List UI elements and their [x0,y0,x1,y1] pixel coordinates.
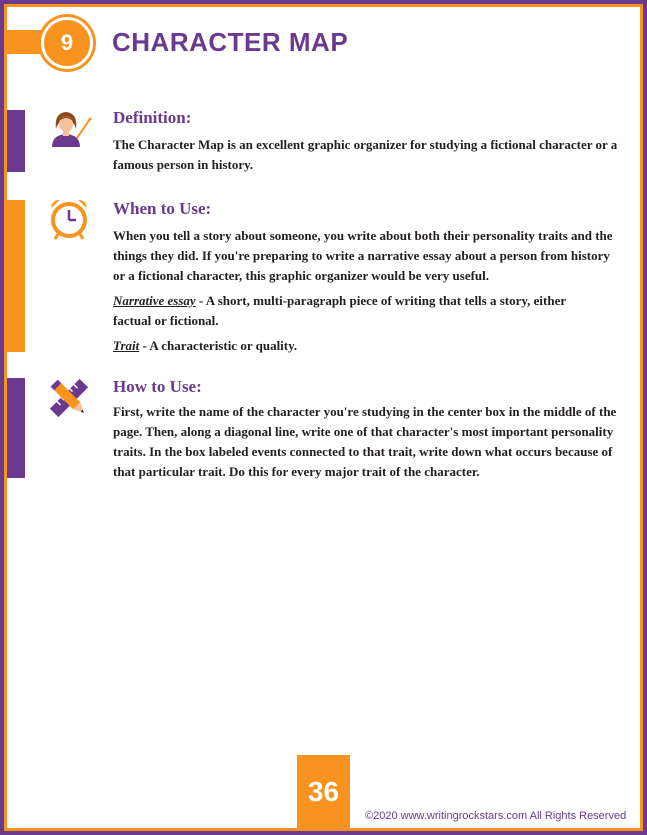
side-bar-definition [7,110,25,172]
narrative-essay-meaning: - A short, multi-paragraph piece of writing that tells a story, either factual or fictional. [113,293,566,328]
how-to-use-text: First, write the name of the character you're studying in the center box in the middle of the page. Then, along a diagonal line, write one of that character's most important personality traits. In the box labeled events connected to that trait, write down what occurs because of that particular trait. Do this for every major trait of the character. [113,404,617,479]
trait-meaning: - A characteristic or quality. [139,338,298,353]
page-title: CHARACTER MAP [112,27,349,57]
term-narrative-essay: Narrative essay [113,293,196,308]
trait-definition [113,336,618,356]
side-bar-how-to-use [7,378,25,478]
chapter-badge [41,17,93,69]
definition-text: The Character Map is an excellent graphic organizer for studying a fictional character or a famous person in history. [113,137,618,172]
side-bar-when-to-use [7,200,25,352]
narrative-essay-definition [113,291,583,331]
how-to-use-heading: How to Use: [113,377,202,396]
copyright-footer: ©2020 www.writingrockstars.com All Rights Reserved [365,810,627,822]
alarm-clock-icon [46,196,92,242]
definition-heading: Definition: [113,108,192,127]
term-trait: Trait [113,338,140,353]
page-number: 36 [297,755,350,828]
when-to-use-heading: When to Use: [113,199,212,218]
pencil-ruler-icon [46,375,92,421]
when-to-use-text: When you tell a story about someone, you write about both their personality traits and the things they did. If you're preparing to write a narrative essay about a person from history or a fictional character, this graphic organizer would be very useful. [113,228,613,283]
chapter-number: 9 [60,30,74,55]
teacher-icon [46,107,92,153]
